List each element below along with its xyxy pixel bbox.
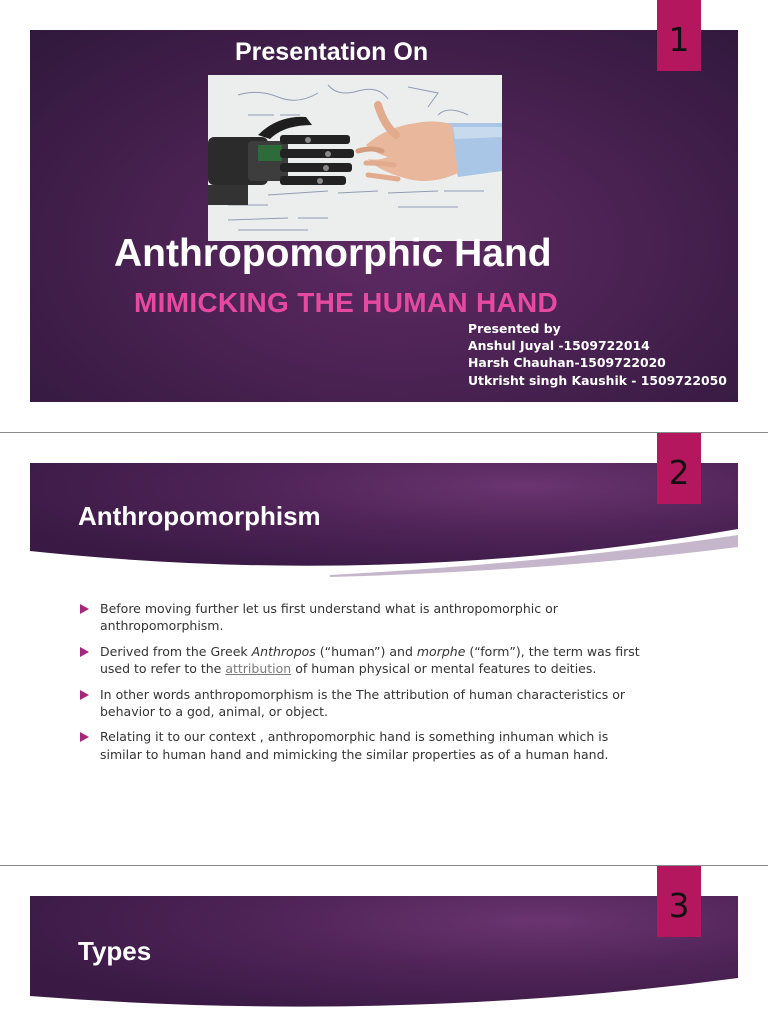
bullet-italic-term: morphe: [416, 643, 466, 659]
bullet-arrow-icon: [80, 690, 89, 700]
robotic-hand-photo: [208, 75, 502, 241]
slide-3-header-band: [30, 896, 738, 1024]
presentation-subtitle: MIMICKING THE HUMAN HAND: [134, 287, 559, 318]
bullet-italic-term: Anthropos: [251, 643, 316, 659]
slide-number-badge: 1: [657, 0, 701, 71]
slide-number-badge: 3: [657, 866, 701, 937]
bullet-item: [80, 643, 640, 678]
bullet-text: Before moving further let us first understand what is anthropomorphic or anthropomorphism.: [100, 601, 558, 634]
slide-divider: [0, 865, 768, 866]
presentation-title: Anthropomorphic Hand: [114, 232, 552, 275]
author-name: Harsh Chauhan-1509722020: [468, 355, 666, 371]
bullet-arrow-icon: [80, 647, 89, 657]
bullet-text: (“human”) and: [315, 643, 417, 659]
bullet-list: [80, 600, 640, 771]
slide-divider: [0, 432, 768, 433]
bullet-text: (“form”), the term was first used to refer to the: [100, 643, 640, 677]
attribution-link[interactable]: attribution: [225, 661, 292, 677]
slide-2-header-band: [30, 463, 738, 580]
author-name: Utkrisht singh Kaushik - 1509722050: [468, 372, 727, 388]
bullet-text: In other words anthropomorphism is the The attribution of human characteristics or behavior to a god, animal, or object.: [100, 686, 625, 720]
presented-by-label: Presented by: [468, 321, 561, 336]
presentation-heading: Presentation On: [235, 38, 429, 66]
bullet-arrow-icon: [80, 732, 89, 742]
bullet-text: Derived from the Greek: [100, 643, 252, 659]
author-name: Anshul Juyal -1509722014: [468, 338, 650, 354]
slide-1: [0, 0, 768, 432]
author-block: [468, 320, 727, 389]
bullet-item: [80, 600, 640, 635]
slide-title: Types: [78, 936, 152, 966]
slide-title: Anthropomorphism: [78, 501, 321, 531]
bullet-item: [80, 728, 640, 763]
slide-number-badge: 2: [657, 433, 701, 504]
bullet-text: Relating it to our context , anthropomorphic hand is something inhuman which is similar to human hand and mimicking the similar properties as of a human hand.: [100, 729, 609, 762]
bullet-item: [80, 686, 640, 721]
bullet-arrow-icon: [80, 604, 89, 614]
bullet-text: of human physical or mental features to deities.: [291, 661, 597, 677]
